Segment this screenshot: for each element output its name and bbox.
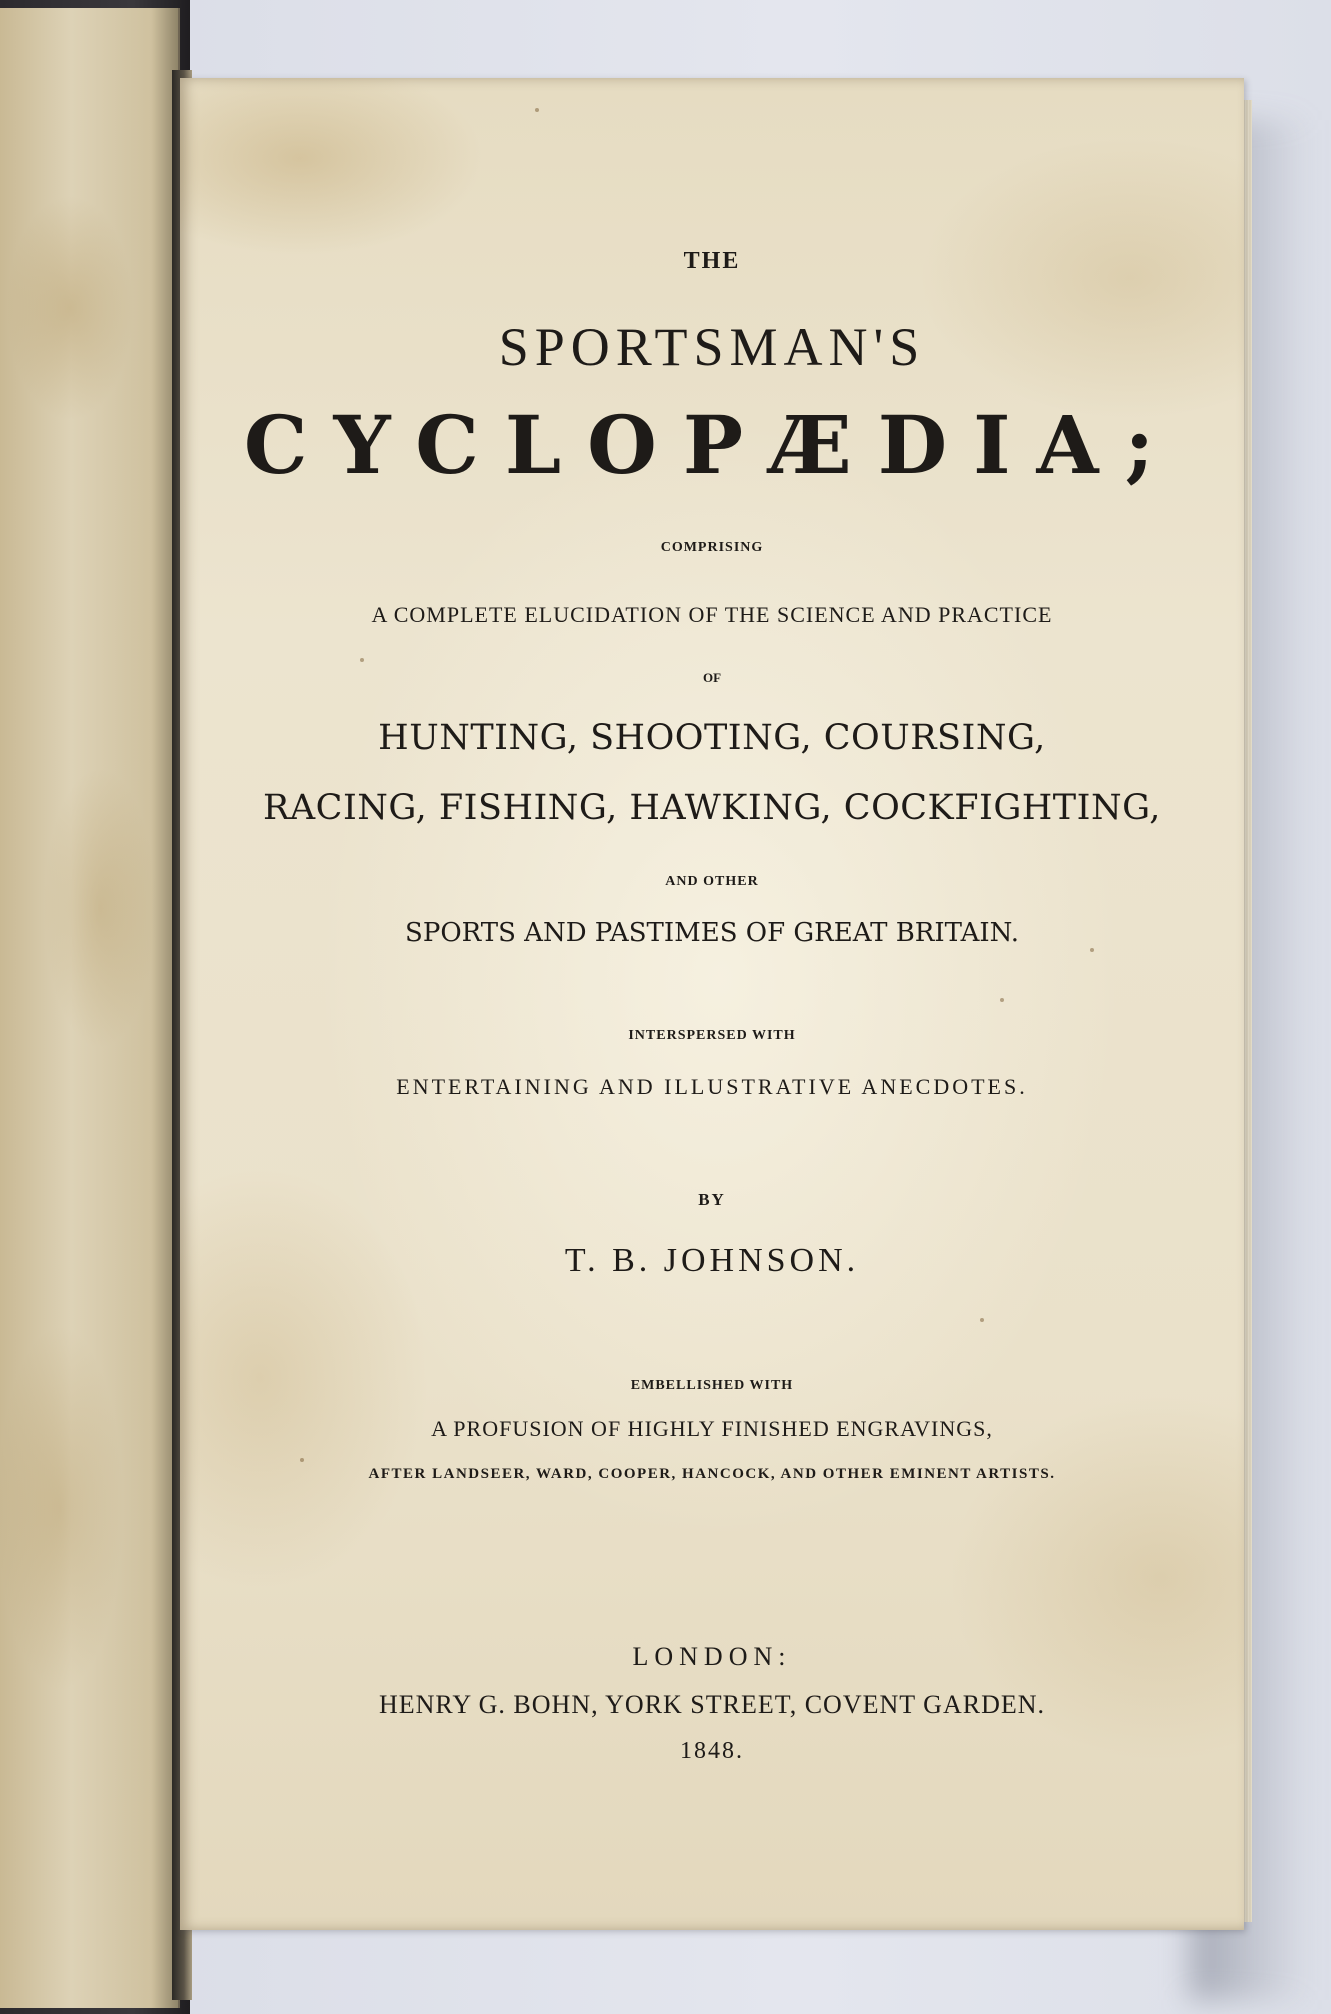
artists-text: AFTER LANDSEER, WARD, COOPER, HANCOCK, AND OTHER EMINENT ARTISTS. [368,1466,1056,1482]
foxing-spot [360,658,364,662]
imprint-publisher: HENRY G. BOHN, YORK STREET, COVENT GARDEN. [379,1690,1045,1719]
and-other-text: AND OTHER [665,874,759,889]
title-page [180,78,1244,1930]
pastimes-text: SPORTS AND PASTIMES OF GREAT BRITAIN. [405,918,1019,948]
elucidation-text: A COMPLETE ELUCIDATION OF THE SCIENCE AND PRACTICE [371,602,1053,627]
of-text: OF [702,670,722,685]
author-name: T. B. JOHNSON. [564,1242,860,1279]
sports-line-1: HUNTING, SHOOTING, COURSING, [378,718,1046,758]
embellished-text: EMBELLISHED WITH [630,1378,794,1393]
foxing-spot [980,1318,984,1322]
foxing-spot [300,1458,304,1462]
imprint-city: LONDON: [632,1642,792,1671]
sports-line-2: RACING, FISHING, HAWKING, COCKFIGHTING, [263,788,1161,828]
anecdotes-text: ENTERTAINING AND ILLUSTRATIVE ANECDOTES. [396,1074,1028,1099]
comprising-text: COMPRISING [660,540,764,555]
page-edges [1244,100,1252,1922]
imprint-year: 1848. [680,1738,744,1764]
foxing-spot [1090,948,1094,952]
foxing-spot [1000,998,1004,1002]
title-line-2: CYCLOPÆDIA; [243,398,1181,492]
left-endpaper [0,8,180,2008]
title-article: THE [683,248,741,274]
by-text: BY [698,1190,726,1209]
title-line-1: SPORTSMAN'S [498,317,926,377]
interspersed-text: INTERSPERSED WITH [628,1028,796,1043]
engravings-text: A PROFUSION OF HIGHLY FINISHED ENGRAVINGS, [431,1416,993,1441]
foxing-spot [535,108,539,112]
